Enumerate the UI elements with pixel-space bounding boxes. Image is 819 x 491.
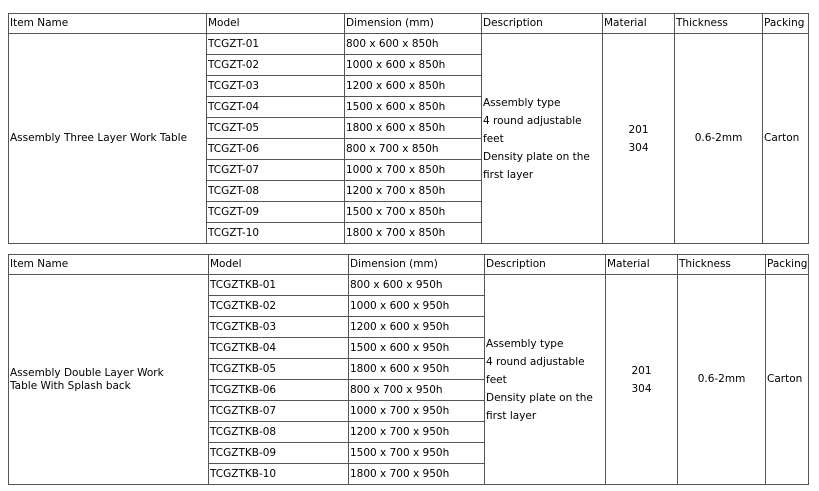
text-line: Table With Splash back bbox=[10, 379, 131, 392]
table-header-row bbox=[9, 255, 809, 275]
model-cell: TCGZT-09 bbox=[207, 202, 345, 223]
text-line: Assembly type bbox=[483, 96, 561, 109]
dimension-cell: 1200 x 600 x 850h bbox=[345, 76, 482, 97]
header-dimension: Dimension (mm) bbox=[349, 255, 485, 275]
model-cell: TCGZTKB-07 bbox=[209, 401, 349, 422]
model-cell: TCGZTKB-09 bbox=[209, 443, 349, 464]
model-cell: TCGZT-07 bbox=[207, 160, 345, 181]
model-cell: TCGZTKB-06 bbox=[209, 380, 349, 401]
dimension-cell: 1000 x 600 x 950h bbox=[349, 296, 485, 317]
dimension-cell: 800 x 700 x 850h bbox=[345, 139, 482, 160]
header-model: Model bbox=[207, 14, 345, 34]
model-cell: TCGZT-05 bbox=[207, 118, 345, 139]
header-dimension: Dimension (mm) bbox=[345, 14, 482, 34]
model-cell: TCGZT-06 bbox=[207, 139, 345, 160]
model-cell: TCGZTKB-10 bbox=[209, 464, 349, 485]
item-name-cell bbox=[9, 275, 209, 485]
text-line: first layer bbox=[483, 168, 534, 181]
material-cell bbox=[606, 275, 678, 485]
packing-cell: Carton bbox=[766, 275, 809, 485]
header-model: Model bbox=[209, 255, 349, 275]
dimension-cell: 1200 x 700 x 850h bbox=[345, 181, 482, 202]
header-description: Description bbox=[485, 255, 606, 275]
text-line: Assembly Double Layer Work bbox=[10, 366, 164, 379]
spec-table-double-layer-splash bbox=[8, 254, 809, 485]
model-cell: TCGZT-03 bbox=[207, 76, 345, 97]
text-line: first layer bbox=[486, 409, 537, 422]
dimension-cell: 1200 x 600 x 950h bbox=[349, 317, 485, 338]
dimension-cell: 800 x 600 x 850h bbox=[345, 34, 482, 55]
dimension-cell: 1800 x 700 x 950h bbox=[349, 464, 485, 485]
dimension-cell: 1800 x 700 x 850h bbox=[345, 223, 482, 244]
item-name-cell bbox=[9, 34, 207, 244]
material-cell bbox=[603, 34, 675, 244]
header-packing: Packing bbox=[766, 255, 809, 275]
dimension-cell: 1500 x 700 x 850h bbox=[345, 202, 482, 223]
header-description: Description bbox=[482, 14, 603, 34]
dimension-cell: 1000 x 600 x 850h bbox=[345, 55, 482, 76]
header-item-name: Item Name bbox=[9, 255, 209, 275]
model-cell: TCGZTKB-05 bbox=[209, 359, 349, 380]
model-cell: TCGZT-04 bbox=[207, 97, 345, 118]
dimension-cell: 1500 x 600 x 950h bbox=[349, 338, 485, 359]
text-line: 304 bbox=[628, 141, 649, 154]
dimension-cell: 1000 x 700 x 850h bbox=[345, 160, 482, 181]
text-line: 201 bbox=[631, 364, 652, 377]
model-cell: TCGZT-08 bbox=[207, 181, 345, 202]
header-thickness: Thickness bbox=[678, 255, 766, 275]
header-packing: Packing bbox=[763, 14, 809, 34]
dimension-cell: 1800 x 600 x 850h bbox=[345, 118, 482, 139]
spec-table-three-layer bbox=[8, 13, 809, 244]
table-row bbox=[9, 275, 809, 296]
text-line: Density plate on the bbox=[486, 391, 593, 404]
text-line: 201 bbox=[628, 123, 649, 136]
text-line: feet bbox=[486, 373, 507, 386]
model-cell: TCGZT-01 bbox=[207, 34, 345, 55]
text-line: 304 bbox=[631, 382, 652, 395]
model-cell: TCGZTKB-03 bbox=[209, 317, 349, 338]
text-line: 4 round adjustable bbox=[486, 355, 585, 368]
dimension-cell: 800 x 700 x 950h bbox=[349, 380, 485, 401]
model-cell: TCGZT-02 bbox=[207, 55, 345, 76]
dimension-cell: 800 x 600 x 950h bbox=[349, 275, 485, 296]
table-header-row bbox=[9, 14, 809, 34]
model-cell: TCGZTKB-01 bbox=[209, 275, 349, 296]
header-material: Material bbox=[603, 14, 675, 34]
thickness-cell: 0.6-2mm bbox=[675, 34, 763, 244]
packing-cell: Carton bbox=[763, 34, 809, 244]
header-material: Material bbox=[606, 255, 678, 275]
dimension-cell: 1000 x 700 x 950h bbox=[349, 401, 485, 422]
dimension-cell: 1500 x 700 x 950h bbox=[349, 443, 485, 464]
thickness-cell: 0.6-2mm bbox=[678, 275, 766, 485]
text-line: Assembly Three Layer Work Table bbox=[10, 132, 188, 144]
model-cell: TCGZTKB-02 bbox=[209, 296, 349, 317]
description-cell bbox=[485, 275, 606, 485]
header-thickness: Thickness bbox=[675, 14, 763, 34]
text-line: feet bbox=[483, 132, 504, 145]
model-cell: TCGZT-10 bbox=[207, 223, 345, 244]
dimension-cell: 1200 x 700 x 950h bbox=[349, 422, 485, 443]
text-line: 4 round adjustable bbox=[483, 114, 582, 127]
dimension-cell: 1500 x 600 x 850h bbox=[345, 97, 482, 118]
model-cell: TCGZTKB-04 bbox=[209, 338, 349, 359]
dimension-cell: 1800 x 600 x 950h bbox=[349, 359, 485, 380]
text-line: Assembly type bbox=[486, 337, 564, 350]
header-item-name: Item Name bbox=[9, 14, 207, 34]
model-cell: TCGZTKB-08 bbox=[209, 422, 349, 443]
text-line: Density plate on the bbox=[483, 150, 590, 163]
description-cell bbox=[482, 34, 603, 244]
table-row bbox=[9, 34, 809, 55]
